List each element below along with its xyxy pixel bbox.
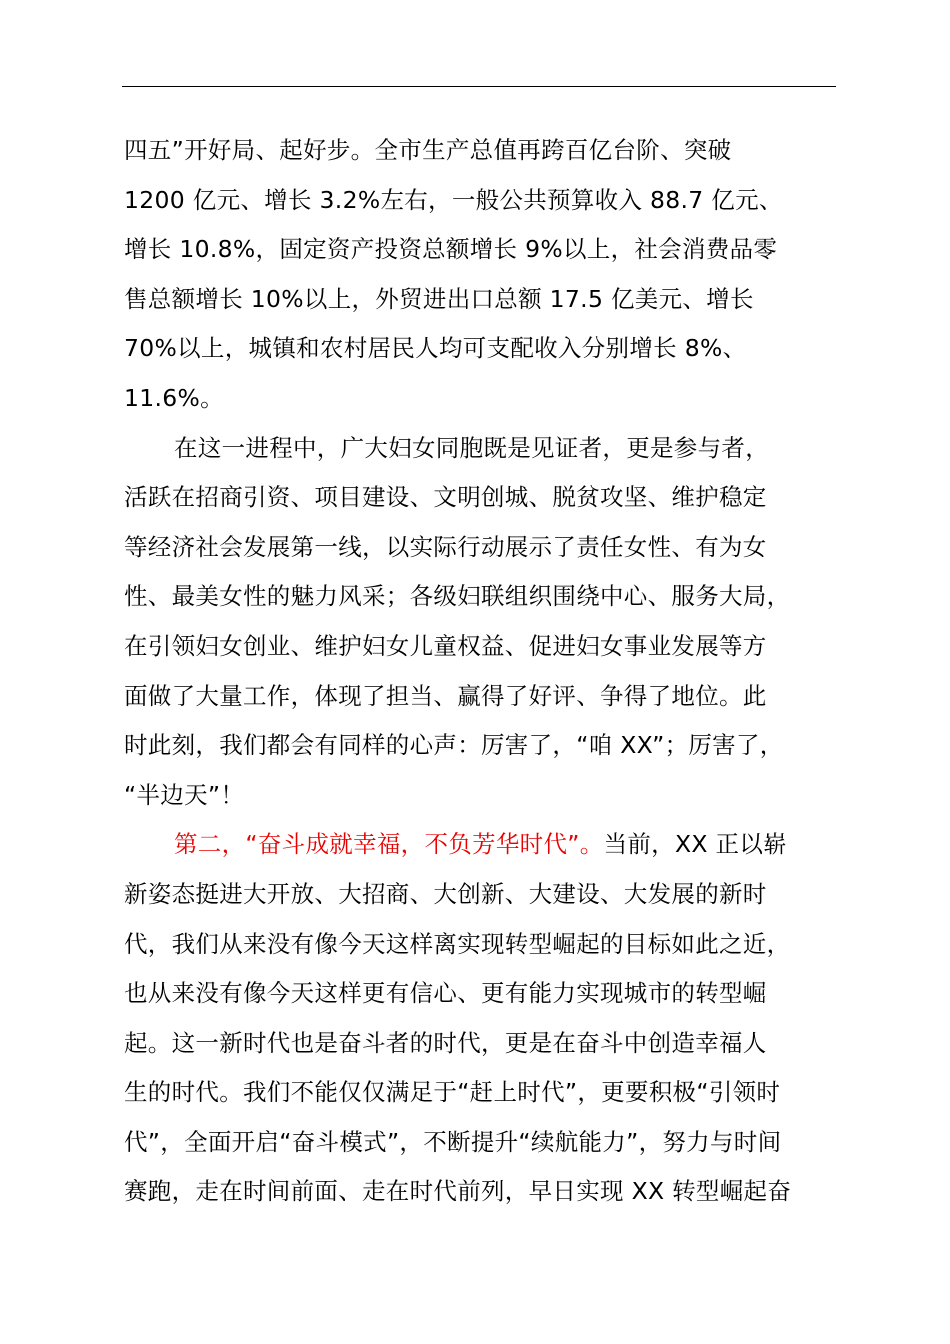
paragraph-line: 时此刻，我们都会有同样的心声：厉害了，“咱 XX”；厉害了， [124, 731, 784, 760]
paragraph-line: 售总额增长 10%以上，外贸进出口总额 17.5 亿美元、增长 [124, 284, 754, 313]
paragraph-line: 新姿态挺进大开放、大招商、大创新、大建设、大发展的新时 [124, 879, 767, 908]
paragraph-line: 在引领妇女创业、维护妇女儿童权益、促进妇女事业发展等方 [124, 631, 767, 660]
paragraph-line: 等经济社会发展第一线，以实际行动展示了责任女性、有为女 [124, 532, 767, 561]
paragraph-line: 也从来没有像今天这样更有信心、更有能力实现城市的转型崛 [124, 979, 767, 1008]
section-heading: 第二，“奋斗成就幸福，不负芳华时代”。 [174, 830, 604, 859]
paragraph-line: 面做了大量工作，体现了担当、赢得了好评、争得了地位。此 [124, 681, 767, 710]
paragraph-line: 70%以上，城镇和农村居民人均可支配收入分别增长 8%、 [124, 334, 747, 363]
paragraph-line [124, 820, 836, 870]
paragraph-line: 代”，全面开启“奋斗模式”，不断提升“续航能力”，努力与时间 [124, 1127, 782, 1156]
paragraph-line-text: 当前，XX 正以崭 [603, 830, 787, 859]
paragraph-line: 增长 10.8%，固定资产投资总额增长 9%以上，社会消费品零 [124, 235, 778, 264]
paragraph-line: 11.6%。 [124, 383, 224, 412]
paragraph-line: 性、最美女性的魅力风采；各级妇联组织围绕中心、服务大局， [124, 582, 791, 611]
paragraph-line: “半边天”！ [124, 780, 245, 809]
paragraph-line: 代，我们从来没有像今天这样离实现转型崛起的目标如此之近， [124, 929, 791, 958]
paragraph-line: 活跃在招商引资、项目建设、文明创城、脱贫攻坚、维护稳定 [124, 483, 767, 512]
paragraph-line: 在这一进程中，广大妇女同胞既是见证者，更是参与者， [174, 433, 769, 462]
header-rule [122, 86, 836, 87]
paragraph-line: 赛跑，走在时间前面、走在时代前列，早日实现 XX 转型崛起奋 [124, 1177, 792, 1206]
paragraph-line: 四五”开好局、起好步。全市生产总值再跨百亿台阶、突破 [124, 136, 732, 164]
paragraph-line: 1200 亿元、增长 3.2%左右，一般公共预算收入 88.7 亿元、 [124, 185, 783, 214]
paragraph-line: 起。这一新时代也是奋斗者的时代，更是在奋斗中创造幸福人 [124, 1028, 767, 1057]
body-text [124, 126, 836, 1217]
paragraph-line: 生的时代。我们不能仅仅满足于“赶上时代”，更要积极“引领时 [124, 1078, 781, 1107]
